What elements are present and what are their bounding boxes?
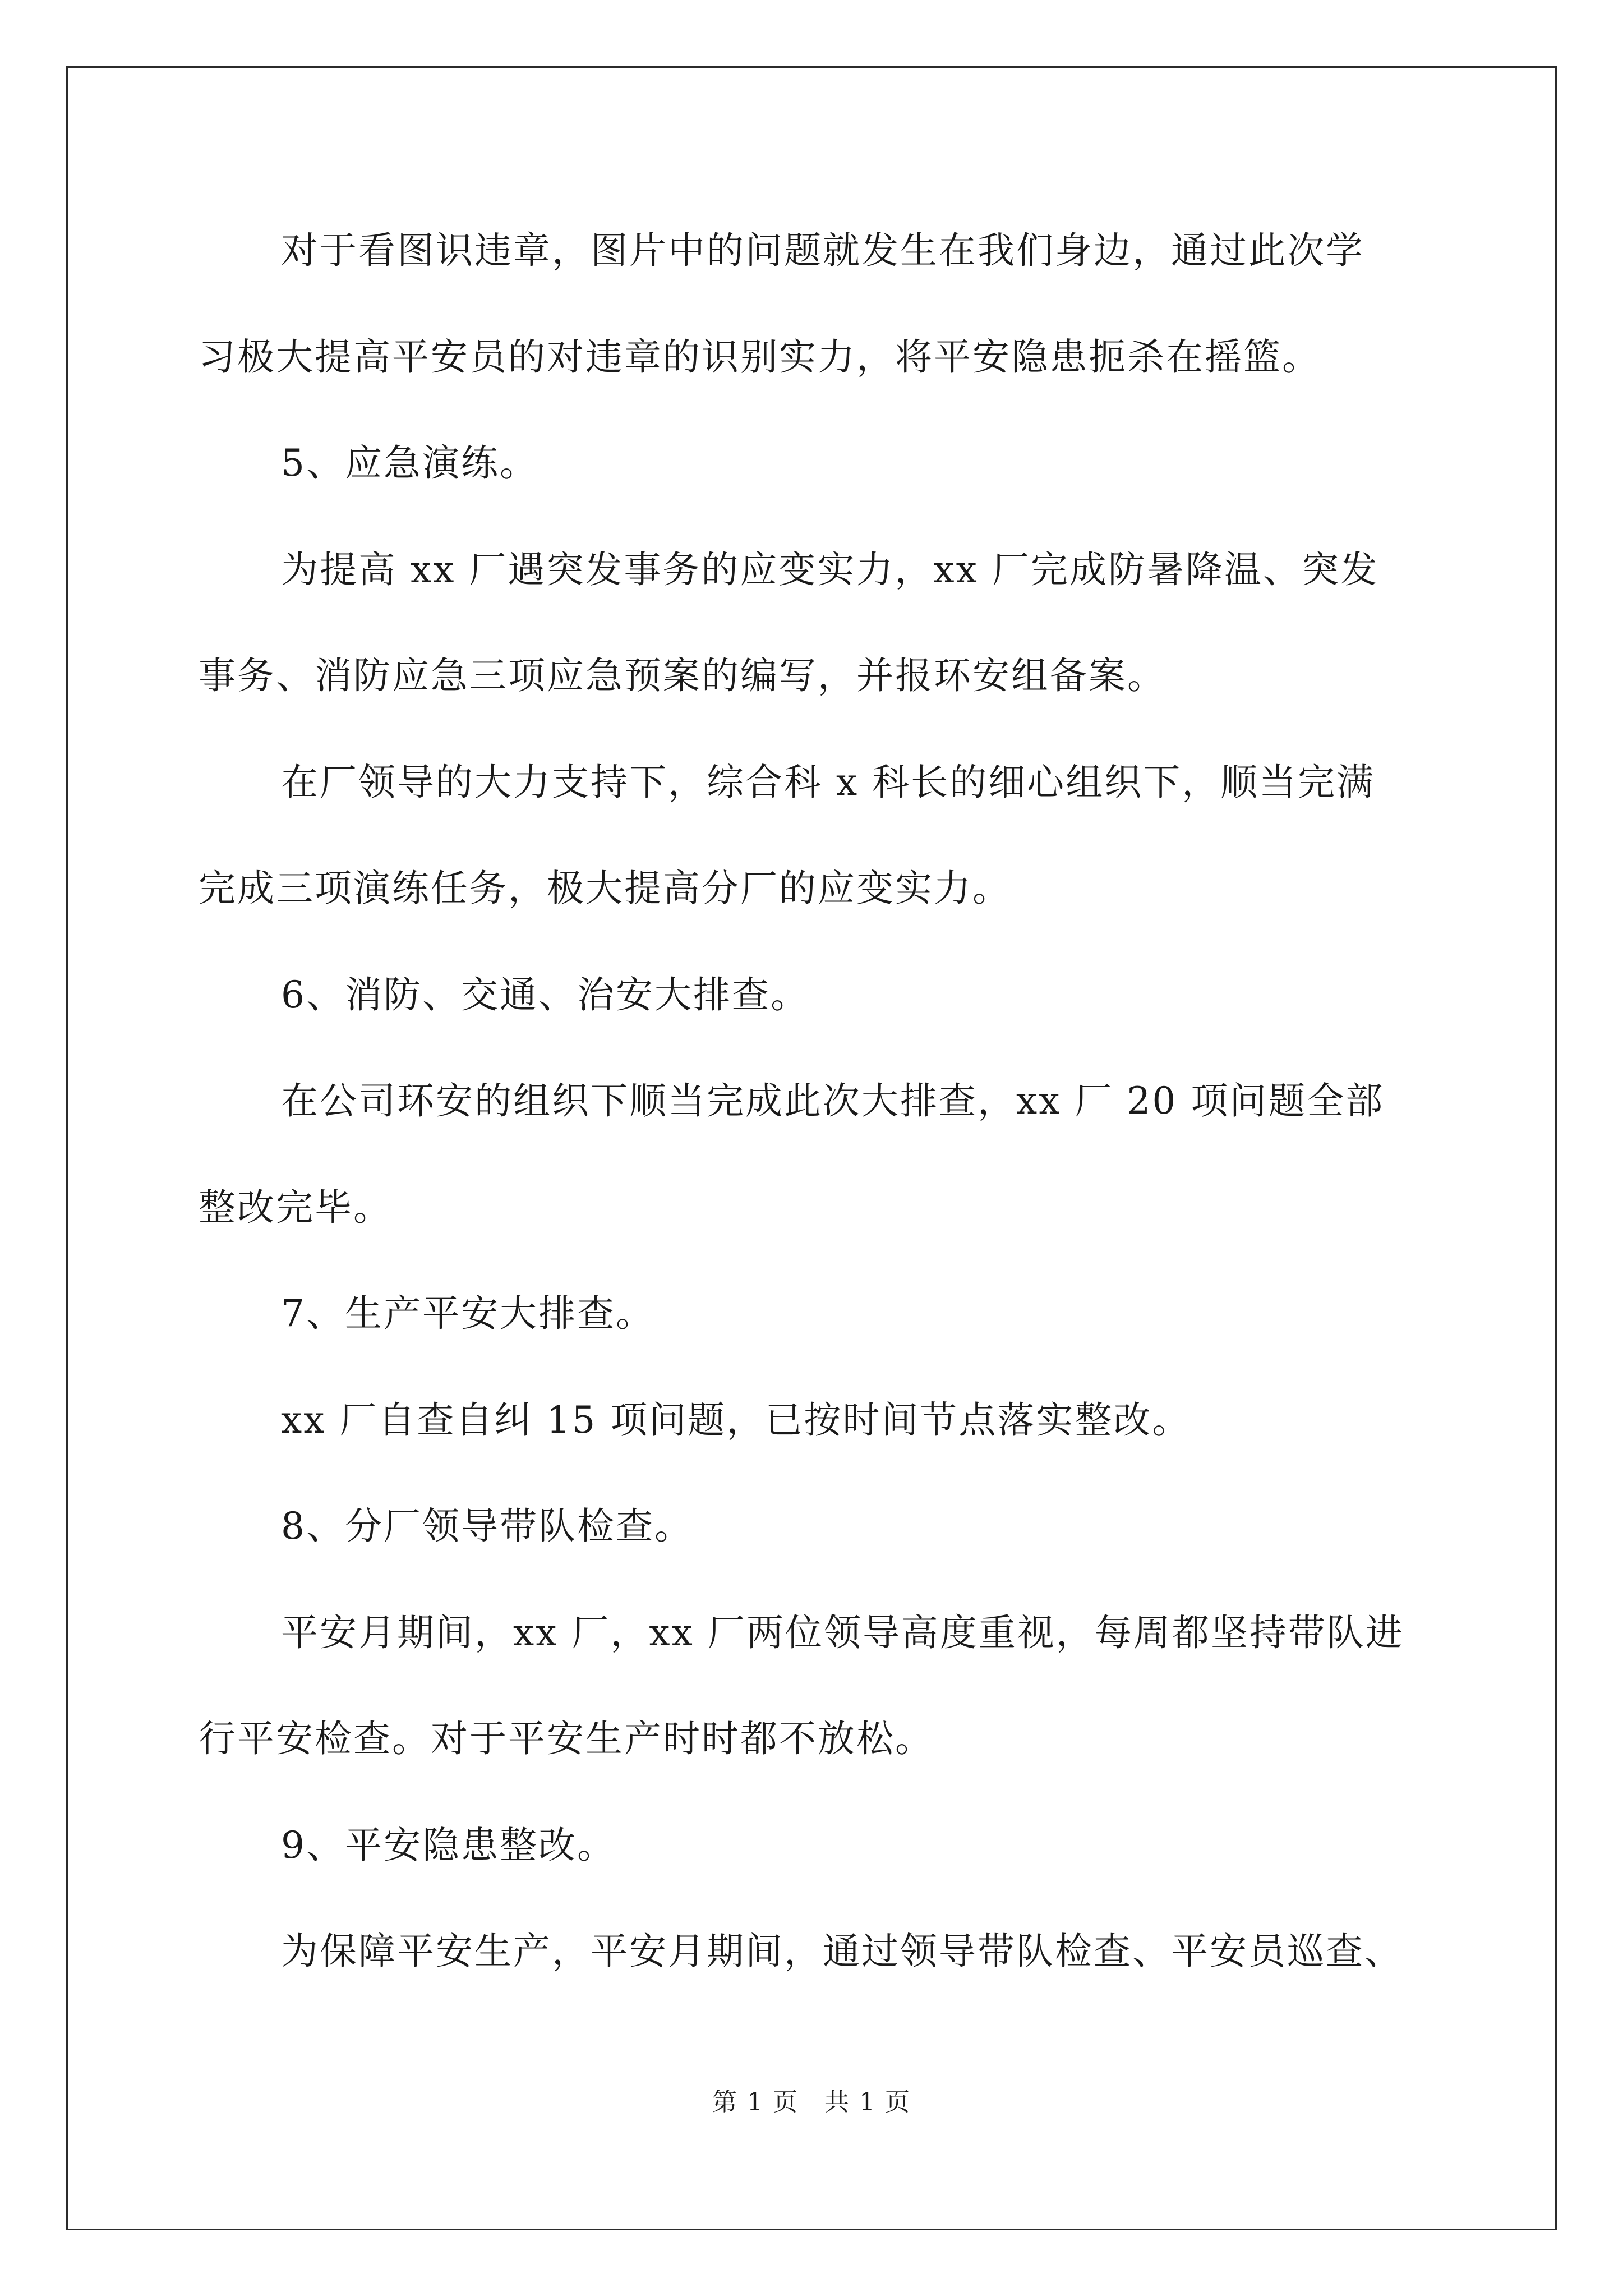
section-heading: 9、平安隐患整改。: [281, 1824, 616, 1867]
section-heading: 6、消防、交通、治安大排查。: [281, 973, 809, 1016]
section-heading: 5、应急演练。: [281, 441, 538, 485]
paragraph-line: 行平安检查。对于平安生产时时都不放松。: [199, 1717, 934, 1760]
paragraph-line: 为提高 xx 厂遇突发事务的应变实力，xx 厂完成防暑降温、突发: [281, 548, 1379, 591]
paragraph-line: 为保障平安生产，平安月期间，通过领导带队检查、平安员巡查、: [281, 1930, 1403, 1973]
paragraph-line: xx 厂自查自纠 15 项问题，已按时间节点落实整改。: [281, 1398, 1191, 1442]
section-heading: 8、分厂领导带队检查。: [281, 1504, 693, 1548]
paragraph-line: 习极大提高平安员的对违章的识别实力，将平安隐患扼杀在摇篮。: [199, 335, 1321, 379]
page-number-footer: 第 1 页 共 1 页: [712, 2088, 911, 2116]
paragraph-line: 整改完毕。: [199, 1186, 392, 1229]
paragraph-line: 在公司环安的组织下顺当完成此次大排查，xx 厂 20 项问题全部: [281, 1079, 1385, 1122]
section-heading: 7、生产平安大排查。: [281, 1292, 654, 1335]
paragraph-line: 对于看图识违章，图片中的问题就发生在我们身边，通过此次学: [281, 229, 1364, 272]
page-border: [66, 66, 1557, 2230]
paragraph-line: 平安月期间，xx 厂，xx 厂两位领导高度重视，每周都坚持带队进: [281, 1611, 1404, 1654]
paragraph-line: 完成三项演练任务，极大提高分厂的应变实力。: [199, 867, 1011, 910]
paragraph-line: 事务、消防应急三项应急预案的编写，并报环安组备案。: [199, 654, 1166, 697]
paragraph-line: 在厂领导的大力支持下，综合科 x 科长的细心组织下，顺当完满: [281, 761, 1376, 804]
